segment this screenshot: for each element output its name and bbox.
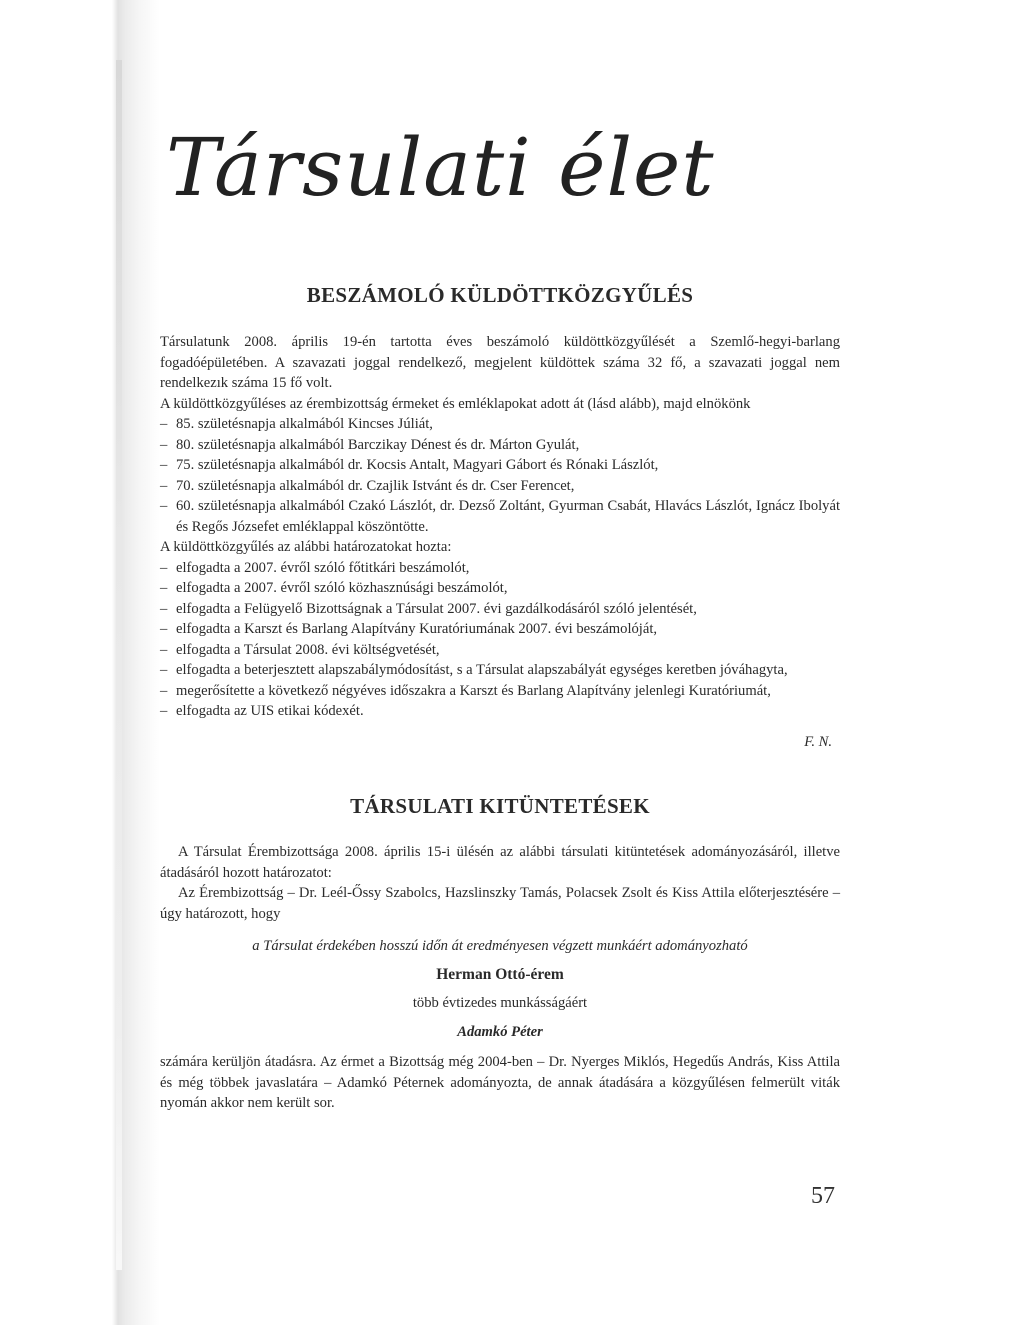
list-item: – elfogadta a beterjesztett alapszabálymódosítást, s a Társulat alapszabályát egységes keretben jóváhagyta, (160, 660, 840, 681)
list-item: – elfogadta a Karszt és Barlang Alapítvány Kuratóriumának 2007. évi beszámolóját, (160, 619, 840, 640)
list-item: – 70. születésnapja alkalmából dr. Czajlik Istvánt és dr. Cser Ferencet, (160, 476, 840, 497)
page-number: 57 (811, 1183, 835, 1209)
awards-para-2: Az Érembizottság – Dr. Leél-Őssy Szabolcs, Hazslinszky Tamás, Polacsek Zsolt és Kiss Attila előterjesztésére – úgy határozott, hogy (160, 885, 840, 922)
page-header-title: Társulati élet (166, 121, 715, 214)
page-gutter-shadow (0, 0, 160, 1325)
list-item: – elfogadta a Társulat 2008. évi költségvetését, (160, 640, 840, 661)
award-recipient: Adamkó Péter (457, 1023, 543, 1040)
list-item: – megerősítette a következő négyéves időszakra a Karszt és Barlang Alapítvány jelenlegi Kuratóriumát, (160, 681, 840, 702)
award-dedication: a Társulat érdekében hosszú időn át eredményesen végzett munkáért adományozható (252, 938, 748, 954)
medal-name: Herman Ottó-érem (436, 965, 564, 983)
list-item: – elfogadta a Felügyelő Bizottságnak a Társulat 2007. évi gazdálkodásáról szóló jelentését, (160, 599, 840, 620)
award-reason: több évtizedes munkásságáért (412, 995, 588, 1011)
list-item: – 60. születésnapja alkalmából Czakó Lászlót, dr. Dezső Zoltánt, Gyurman Csabát, Hlavács Lászlót, Ignácz Ibolyát és Regős Józsefet emléklappal köszöntötte. (160, 496, 840, 537)
list-item: – 85. születésnapja alkalmából Kincses Júliát, (160, 414, 840, 435)
list-item: – 75. születésnapja alkalmából dr. Kocsis Antalt, Magyari Gábort és Rónaki Lászlót, (160, 455, 840, 476)
document-page (160, 0, 840, 1325)
birthday-list (160, 414, 840, 537)
list-item: – elfogadta a 2007. évről szóló közhasznúsági beszámolót, (160, 578, 840, 599)
report-section (160, 332, 840, 752)
awards-intro: A küldöttközgyűléses az érembizottság érmeket és emléklapokat adott át (lásd alább), majd elnökönk (160, 395, 751, 412)
report-heading: BESZÁMOLÓ KÜLDÖTTKÖZGYŰLÉS (306, 283, 694, 307)
report-intro: Társulatunk 2008. április 19-én tartotta éves beszámoló küldöttközgyűlését a Szemlő-hegyi-barlang fogadóépületében. A szavazati joggal rendelkező, megjelent küldöttek száma 32 fő, a szavazati joggal nem rendelkezık száma 15 fő volt. (160, 334, 840, 391)
resolutions-intro: A küldöttközgyűlés az alábbi határozatokat hozta: (160, 539, 452, 555)
list-item: – elfogadta az UIS etikai kódexét. (160, 701, 840, 722)
awards-section (160, 842, 840, 1114)
awards-para-1: A Társulat Érembizottsága 2008. április 15-i ülésén az alábbi társulati kitüntetések adományozásáról, illetve átadásáról hozott határozatot: (160, 844, 840, 881)
awards-heading: TÁRSULATI KITÜNTETÉSEK (350, 794, 650, 818)
awards-para-3: számára kerüljön átadásra. Az érmet a Bizottság még 2004-ben – Dr. Nyerges Miklós, Hegedűs András, Kiss Attila és még többek javaslatára – Adamkó Péternek adományozta, de annak átadására a közgyűlésen felmerült viták nyomán akkor nem került sor. (160, 1054, 840, 1111)
author-initials: F. N. (804, 733, 832, 750)
list-item: – 80. születésnapja alkalmából Barczikay Dénest és dr. Márton Gyulát, (160, 435, 840, 456)
resolutions-list (160, 558, 840, 722)
list-item: – elfogadta a 2007. évről szóló főtitkári beszámolót, (160, 558, 840, 579)
